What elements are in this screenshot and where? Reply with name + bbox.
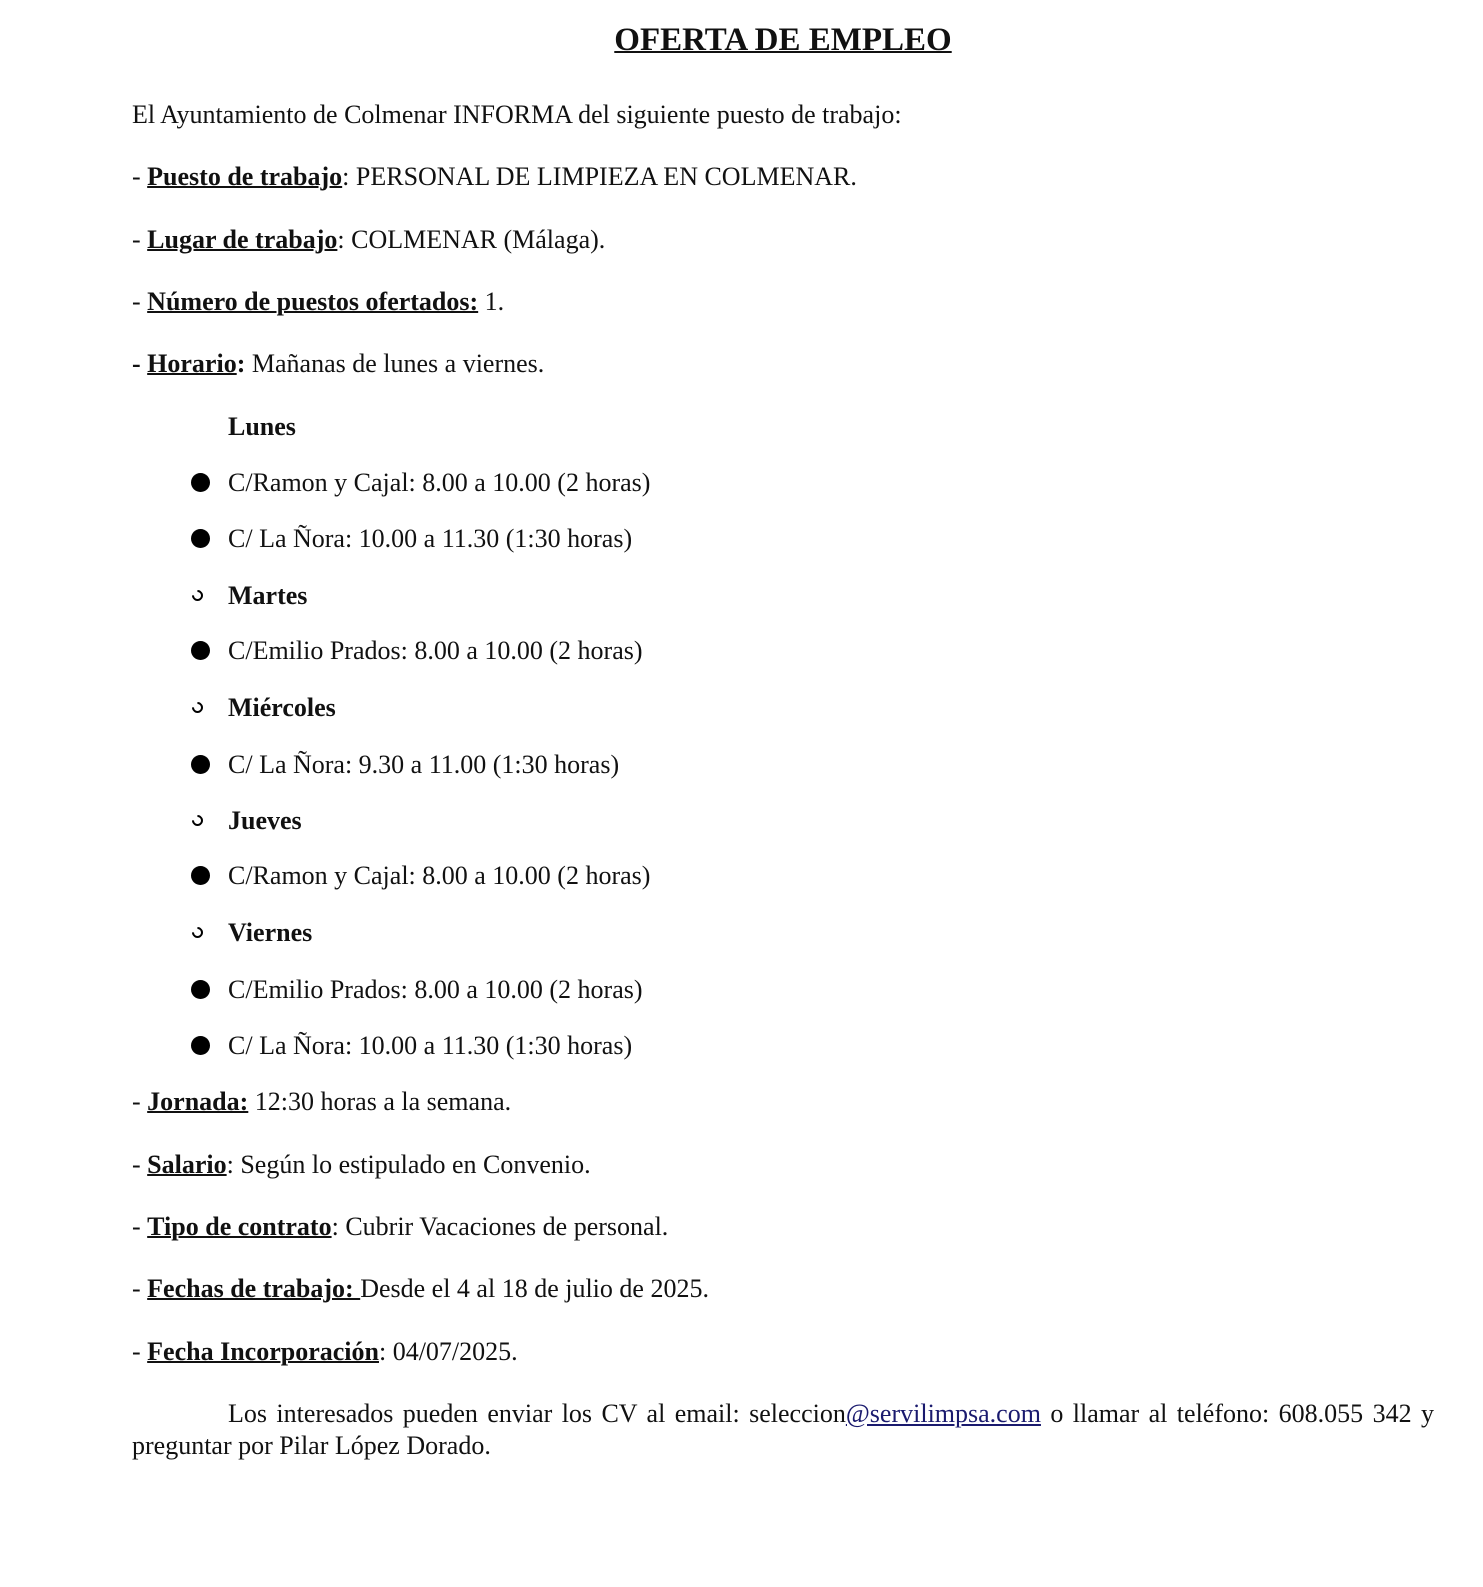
field-value: : 04/07/2025. xyxy=(378,1337,518,1366)
email-link[interactable]: @servilimpsa.com xyxy=(845,1399,1041,1428)
field-label: Lugar de trabajo xyxy=(147,225,338,254)
schedule-item-text: C/Emilio Prados: 8.00 a 10.00 (2 horas) xyxy=(228,636,643,665)
field-prefix: - xyxy=(132,1212,148,1241)
field-label: Puesto de trabajo xyxy=(147,162,343,191)
field-value: 12:30 horas a la semana. xyxy=(248,1087,512,1116)
bullet-dot-icon xyxy=(190,749,212,781)
field-label: Tipo de contrato xyxy=(147,1212,332,1241)
contact-text-before: Los interesados pueden enviar los CV al email: seleccion xyxy=(228,1399,846,1428)
field-label: Número de puestos ofertados: xyxy=(147,287,479,316)
field-prefix: - xyxy=(132,349,148,378)
field-value: Desde el 4 al 18 de julio de 2025. xyxy=(360,1274,709,1303)
field-value: Mañanas de lunes a viernes. xyxy=(245,349,545,378)
bullet-dot-icon xyxy=(190,467,212,499)
field-colon: : xyxy=(236,349,246,378)
field-tipo-contrato xyxy=(132,1211,668,1243)
schedule-item-text: C/Ramon y Cajal: 8.00 a 10.00 (2 horas) xyxy=(228,861,651,890)
field-lugar xyxy=(132,224,605,256)
day-heading-text: Jueves xyxy=(228,806,302,835)
field-value: 1. xyxy=(478,287,505,316)
bullet-dot-icon xyxy=(190,860,212,892)
bullet-dot-icon xyxy=(190,523,212,555)
field-label: Fechas de trabajo: xyxy=(147,1274,361,1303)
field-fechas xyxy=(132,1273,709,1305)
bullet-dot-icon xyxy=(190,635,212,667)
field-incorporacion xyxy=(132,1336,518,1368)
day-heading-lunes: Lunes xyxy=(228,412,296,441)
schedule-item-text: C/Emilio Prados: 8.00 a 10.00 (2 horas) xyxy=(228,975,643,1004)
field-label: Fecha Incorporación xyxy=(147,1337,379,1366)
field-label: Salario xyxy=(147,1150,227,1179)
field-prefix: - xyxy=(132,162,148,191)
intro-text: El Ayuntamiento de Colmenar INFORMA del siguiente puesto de trabajo: xyxy=(132,100,902,129)
field-prefix: - xyxy=(132,225,148,254)
schedule-item-text: C/ La Ñora: 10.00 a 11.30 (1:30 horas) xyxy=(228,524,633,553)
day-heading-text: Miércoles xyxy=(228,693,336,722)
schedule-item-text: C/ La Ñora: 10.00 a 11.30 (1:30 horas) xyxy=(228,1031,633,1060)
field-value: : COLMENAR (Málaga). xyxy=(337,225,606,254)
field-numero xyxy=(132,286,504,318)
day-heading-text: Martes xyxy=(228,581,308,610)
field-prefix: - xyxy=(132,1274,148,1303)
field-prefix: - xyxy=(132,1337,148,1366)
field-value: : Cubrir Vacaciones de personal. xyxy=(331,1212,669,1241)
field-value: : Según lo estipulado en Convenio. xyxy=(226,1150,591,1179)
field-prefix: - xyxy=(132,1150,148,1179)
contact-text-after: o llamar al teléfono: 608.055 342 y preguntar por Pilar López Dorado. xyxy=(132,1399,1434,1460)
field-salario xyxy=(132,1149,591,1181)
bullet-ring-icon xyxy=(190,917,212,949)
contact-paragraph xyxy=(132,1398,1434,1462)
field-puesto xyxy=(132,161,857,193)
schedule-item-text: C/Ramon y Cajal: 8.00 a 10.00 (2 horas) xyxy=(228,468,651,497)
bullet-dot-icon xyxy=(190,974,212,1006)
field-prefix: - xyxy=(132,287,148,316)
field-horario xyxy=(132,348,544,380)
document-title: OFERTA DE EMPLEO xyxy=(614,22,952,58)
bullet-dot-icon xyxy=(190,1030,212,1062)
field-label: Jornada: xyxy=(147,1087,249,1116)
schedule-item-text: C/ La Ñora: 9.30 a 11.00 (1:30 horas) xyxy=(228,750,620,779)
bullet-ring-icon xyxy=(190,580,212,612)
field-value: : PERSONAL DE LIMPIEZA EN COLMENAR. xyxy=(342,162,857,191)
bullet-ring-icon xyxy=(190,692,212,724)
field-prefix: - xyxy=(132,1087,148,1116)
field-jornada xyxy=(132,1086,511,1118)
day-heading-text: Viernes xyxy=(228,918,313,947)
field-label: Horario xyxy=(147,349,237,378)
bullet-ring-icon xyxy=(190,805,212,837)
